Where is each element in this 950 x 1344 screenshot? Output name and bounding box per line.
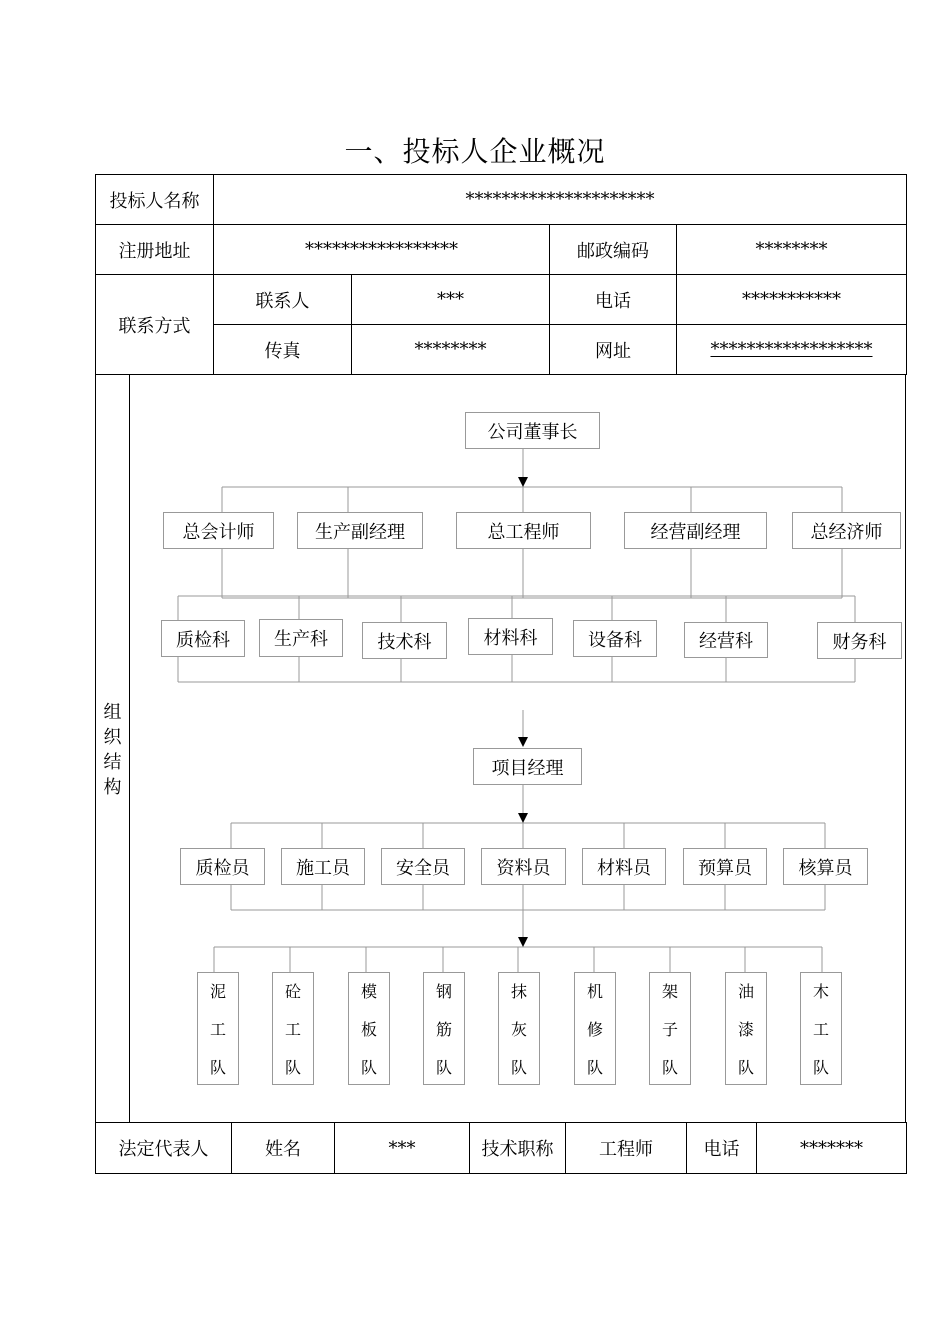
phone-value: *********** [677, 275, 907, 325]
org-label-char: 织 [103, 727, 122, 748]
dept-box: 财务科 [817, 622, 902, 659]
website-link[interactable]: ****************** [710, 339, 873, 360]
team-box [725, 972, 767, 1085]
team-char: 板 [360, 1020, 377, 1039]
legal-title-value: 工程师 [566, 1123, 687, 1174]
staff-box: 安全员 [381, 848, 465, 885]
team-char: 油 [737, 982, 754, 1001]
team-char: 泥 [209, 982, 226, 1001]
team-char: 筋 [435, 1020, 452, 1039]
team-char: 漆 [737, 1020, 754, 1039]
team-box [348, 972, 390, 1085]
website-label: 网址 [550, 325, 677, 375]
team-char: 灰 [510, 1020, 527, 1039]
legal-phone-value: ******* [757, 1123, 907, 1174]
team-box [649, 972, 691, 1085]
dept-box: 质检科 [161, 620, 245, 657]
postcode-label: 邮政编码 [550, 225, 677, 275]
legal-rep-table [95, 1122, 907, 1174]
team-char: 砼 [284, 982, 301, 1001]
phone-label: 电话 [550, 275, 677, 325]
team-char: 队 [360, 1058, 377, 1077]
contact-label: 联系方式 [96, 275, 214, 375]
team-char: 队 [435, 1058, 452, 1077]
team-box [498, 972, 540, 1085]
team-char: 子 [661, 1020, 678, 1039]
org-label-char: 结 [103, 752, 122, 773]
staff-box: 资料员 [481, 848, 566, 885]
staff-box: 预算员 [683, 848, 767, 885]
legal-label: 法定代表人 [96, 1123, 232, 1174]
legal-name-label: 姓名 [232, 1123, 335, 1174]
team-char: 队 [812, 1058, 829, 1077]
team-char: 队 [661, 1058, 678, 1077]
team-box [800, 972, 842, 1085]
team-char: 工 [812, 1020, 829, 1039]
team-char: 队 [737, 1058, 754, 1077]
legal-name-value: *** [335, 1123, 470, 1174]
page-title: 一、投标人企业概况 [344, 135, 606, 168]
dept-box: 设备科 [573, 620, 657, 657]
staff-box: 核算员 [783, 848, 868, 885]
fax-value: ******** [352, 325, 550, 375]
team-box [197, 972, 239, 1085]
dept-box: 技术科 [362, 622, 447, 659]
team-char: 队 [284, 1058, 301, 1077]
org-label-char: 构 [103, 777, 122, 798]
dept-box: 经营科 [684, 622, 768, 658]
team-box [272, 972, 314, 1085]
staff-box: 材料员 [582, 848, 666, 885]
project-manager-box: 项目经理 [473, 748, 582, 785]
chairman-box: 公司董事长 [465, 412, 600, 449]
name-label: 投标人名称 [96, 175, 214, 225]
org-label-char: 组 [103, 702, 122, 723]
exec-box: 总经济师 [792, 512, 901, 549]
team-char: 架 [661, 982, 678, 1001]
contact-person-value: *** [352, 275, 550, 325]
team-char: 队 [209, 1058, 226, 1077]
exec-box: 总会计师 [163, 512, 274, 549]
postcode-value: ******** [677, 225, 907, 275]
team-char: 木 [812, 982, 829, 1001]
team-char: 钢 [435, 982, 452, 1001]
staff-box: 质检员 [180, 848, 265, 885]
dept-box: 生产科 [259, 619, 343, 657]
team-char: 修 [586, 1020, 603, 1039]
exec-box: 生产副经理 [297, 512, 423, 549]
address-value: ***************** [214, 225, 550, 275]
name-value: ********************* [214, 175, 907, 225]
team-char: 队 [510, 1058, 527, 1077]
dept-box: 材料科 [468, 618, 553, 655]
team-char: 模 [360, 982, 377, 1001]
exec-box: 总工程师 [456, 512, 591, 549]
team-box [574, 972, 616, 1085]
legal-phone-label: 电话 [687, 1123, 757, 1174]
contact-person-label: 联系人 [214, 275, 352, 325]
address-label: 注册地址 [96, 225, 214, 275]
legal-title-label: 技术职称 [470, 1123, 566, 1174]
staff-box: 施工员 [281, 848, 365, 885]
team-char: 机 [586, 982, 603, 1001]
team-char: 工 [284, 1020, 301, 1039]
fax-label: 传真 [214, 325, 352, 375]
team-box [423, 972, 465, 1085]
team-char: 抹 [510, 982, 527, 1001]
team-char: 队 [586, 1058, 603, 1077]
team-char: 工 [209, 1020, 226, 1039]
exec-box: 经营副经理 [624, 512, 767, 549]
